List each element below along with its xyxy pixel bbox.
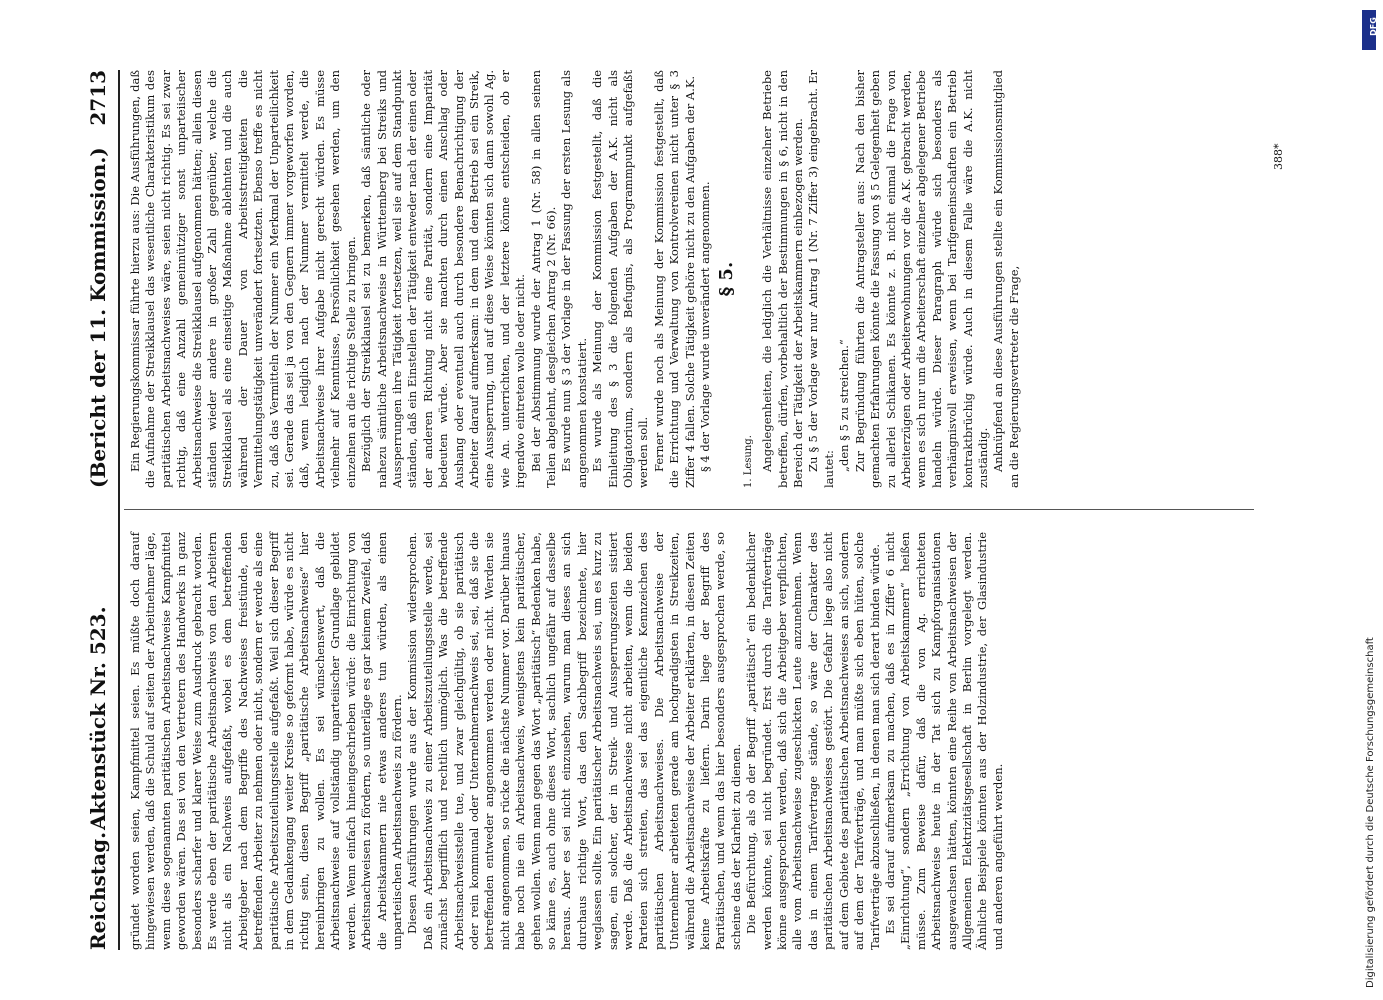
paragraph: Zu § 5 der Vorlage war nur Antrag 1 (Nr. 7 Ziffer 3) eingebracht. Er lautet: [806,70,836,488]
paragraph: Zur Begründung führten die Antragsteller aus: Nach den bisher gemachten Erfahrungen könnte die Fassung von § 5 Gelegenheit geben zu allerlei Schikanen. Es könnte z. B. nicht einmal die Frage von Arbeiterzügen oder Arbeiterwohnungen vor die A.K. gebracht werden, wenn es sich nur um die Arbeiterschaft einzelner abgelegener Betriebe handeln würde. Dieser Paragraph würde sich besonders als verhängnisvoll erweisen, wenn bei Tarifgemeinschaften ein Betrieb kontraktbrüchig würde. Auch in diesem Falle wäre die A.K. nicht zuständig. [852,69,990,488]
signature-mark: 388* [1272,143,1285,170]
reading-label: 1. Lesung. [742,435,754,488]
paragraph: Angelegenheiten, die lediglich die Verhältnisse einzelner Betriebe betreffen, dürfen, vorbehaltlich der Bestimmungen in § 6, nicht in den Bereich der Tätigkeit der Arbeitskammern einbezogen werden. [760,70,806,488]
paragraph: Bezüglich der Streikklausel sei zu bemerken, daß sämtliche oder nahezu sämtliche Arbeitsnachweise in Württemberg bei Streiks und Aussperrungen ihre Tätigkeit fortsetzen, weil sie auf dem Standpunkt ständen, daß ein Einstellen der Tätigkeit entweder nach der einen oder der anderen Richtung nicht eine Parität, sondern eine Imparität bedeuten würde. Aber sie machten durch einen Anschlag oder Aushang oder eventuell auch durch besondere Benachrichtigung der Arbeiter darauf aufmerksam: in dem und dem Betrieb sei ein Streik, eine Aussperrung, und auf diese Weise könnten sich dann sowohl Ag. wie An. unterrichten, und der letztere könne entscheiden, ob er irgendwo eintreten wolle oder nicht. [359,70,528,488]
funding-sidebar [1358,4,1380,998]
paragraph: Ein Regierungskommissar führte hierzu aus: Die Ausführungen, daß die Aufnahme der Streikklausel das wesentliche Charakteristikum des paritätischen Arbeitsnachweises wäre, seien nicht richtig. Es sei zwar richtig, daß eine Anzahl gemeinnütziger sonst unparteiischer Arbeitsnachweise die Streikklausel aufgenommen hätten; allein diesen ständen wieder andere in großer Zahl gegenüber, welche die Streikklausel als eine einseitige Maßnahme ablehnten und die auch während der Dauer von Arbeitsstreitigkeiten die Vermittelungstätigkeit unverändert fortsetzten. Ebenso treffe es nicht zu, daß das Vermitteln der Nummer ein Merkmal der Unparteilichkeit sei. Gerade das sei ja von den Gegnern immer vorgeworfen worden, daß, wenn lediglich nach der Nummer vermittelt werde, die Arbeitsnachweise ihrer Aufgabe nicht gerecht würden. Es müsse vielmehr auf Kenntnisse, Persönlichkeit gesehen werden, um den einzelnen an die richtige Stelle zu bringen. [128,70,358,488]
paragraph: gründet worden seien, Kampfmittel seien. Es müßte doch darauf hingewiesen werden, daß die Schuld auf seiten der Arbeitnehmer läge, wenn diese sogenannten paritätischen Arbeitsnachweise Kampfmittel geworden wären. Das sei von den Vertretern des Handwerks in ganz besonders scharfer und klarer Weise zum Ausdruck gebracht worden. Es werde eben der paritätische Arbeitsnachweis von den Arbeitern nicht als ein Nachweis aufgefaßt, wobei es dem betreffenden Arbeitgeber nach dem Begriffe des Nachweises freistünde, den betreffenden Arbeiter zu nehmen oder nicht, sondern er werde als eine paritätische Arbeitszuteilungsstelle aufgefaßt. Weil sich dieser Begriff in dem Gedankengang weiter Kreise so geformt habe, würde es nicht richtig sein, diesen Begriff „paritätische Arbeitsnachweise“ hier hereinbringen zu wollen. Es sei wünschenswert, daß die Arbeitsnachweise auf vollständig unparteiischer Grundlage gebildet werden. Wenn einfach hineingeschrieben würde: die Einrichtung von Arbeitsnachweisen zu fördern, so unterläge es gar keinem Zweifel, daß die Arbeitskammern nie etwas anderes tun würden, als einen unparteiischen Arbeitsnachweis zu fördern. [128,532,404,950]
paragraph: Es wurde nun § 3 der Vorlage in der Fassung der ersten Lesung als angenommen konstatiert. [559,70,589,488]
left-column [128,532,1006,950]
header-document-number: Aktenstück Nr. 523. [86,606,110,830]
funding-credit: Digitalisierung gefördert durch die Deutsche Forschungsgemeinschaft [1365,637,1376,988]
header-rule [118,70,120,950]
paragraph: Anknüpfend an diese Ausführungen stellte ein Kommissionsmitglied an die Regierungsvertreter die Frage, [991,70,1021,488]
document-page [82,69,1285,950]
page-header [82,70,118,950]
paragraph: Es wurde als Meinung der Kommission festgestellt, daß die Einleitung des § 3 die folgenden Aufgaben der A.K. nicht als Obligatorium, sondern als Befugnis, als Programmpunkt aufgefaßt werden soll. [590,70,651,488]
right-column [128,70,1022,488]
paragraph: Es sei darauf aufmerksam zu machen, daß es in Ziffer 6 nicht „Einrichtung“, sondern „Errichtung von Arbeitskammern“ heißen müsse. Zum Beweise dafür, daß die von Ag. errichteten Arbeitsnachweise heute in der Tat sich zu Kampforganisationen ausgewachsen hätten, könnten eine Reihe von Arbeitsnachweisen der Allgemeinen Elektrizitätsgesellschaft in Berlin vorgelegt werden. Ähnliche Beispiele könnten aus der Holzindustrie, der Glasindustrie und anderen angeführt werden. [882,532,1005,950]
paragraph: „den § 5 zu streichen.“ [837,339,852,472]
paragraph: § 4 der Vorlage wurde unverändert angenommen. [698,181,713,472]
paragraph: Die Befürchtung, als ob der Begriff „paritätisch“ ein bedenklicher werden könnte, sei nicht begründet. Erst durch die Tarifverträge könne ausgesprochen werden, daß sich die Arbeitgeber verpflichten, alle vom Arbeitsnachweise zugeschickten Leute anzunehmen. Wenn das in einem Tarifvertrage stände, so wäre der Charakter des paritätischen Arbeitsnachweises gestört. Die Gefahr liege also nicht auf dem Gebiete des paritätischen Arbeitsnachweises an sich, sondern auf dem der Tarifverträge, und man müßte sich eben hüten, solche Tarifverträge abzuschließen, in denen man sich derart binden würde. [744,532,882,950]
paragraph: Diesen Ausführungen wurde aus der Kommission widersprochen. Daß ein Arbeitsnachweis zu einer Arbeitszuteilungsstelle werde, sei zunächst begrifflich und rechtlich unmöglich. Was die betreffende Arbeitsnachweisstelle tue, und zwar gleichgültig, ob sie paritätisch oder rein kommunal oder Unternehmernachweis sei, sei, daß sie die betreffenden entweder angenommen werden oder nicht. Werden sie nicht angenommen, so rücke die nächste Nummer vor. Darüber hinaus habe noch nie ein Arbeitsnachweis, wenigstens kein paritätischer, gehen wollen. Wenn man gegen das Wort „paritätisch“ Bedenken habe, so käme es, auch ohne dieses Wort, sachlich ungefähr auf dasselbe heraus. Aber es sei nicht einzusehen, warum man dieses an sich durchaus richtige Wort, das den Sachbegriff bezeichnete, hier weglassen sollte. Ein paritätischer Arbeitsnachweis sei, um es kurz zu sagen, ein solcher, der in Streik- und Aussperrungszeiten sistiert werde. Daß die Arbeitsnachweise nicht arbeiten, wenn die beiden Parteien sich streiten, das sei das eigentliche Kennzeichen des paritätischen Arbeitsnachweises. Die Arbeitsnachweise der Unternehmer arbeiteten gerade am hochgradigsten in Streikzeiten, während die Arbeitsnachweise der Arbeiter erklärten, in diesen Zeiten keine Arbeitskräfte zu liefern. Darin liege der Begriff des Paritätischen, und wenn das hier besonders ausgesprochen werde, so scheine das der Klarheit zu dienen. [405,532,743,950]
header-report-title: (Bericht der 11. Kommission.) [86,147,110,488]
dfg-logo: DFG [1362,10,1376,50]
paragraph: Ferner wurde noch als Meinung der Kommission festgestellt, daß die Errichtung und Verwaltung von Kontrolvereinen nicht unter § 3 Ziffer 4 fallen. Solche Tätigkeit gehöre nicht zu den Aufgaben der A.K. [651,70,697,488]
section-heading: § 5. [716,261,738,297]
page-number: 2713 [86,70,110,126]
column-divider [124,509,1254,510]
header-left: Reichstag. [86,831,110,950]
paragraph: Bei der Abstimmung wurde der Antrag 1 (Nr. 58) in allen seinen Teilen abgelehnt, desgleichen Antrag 2 (Nr. 66). [528,70,558,488]
